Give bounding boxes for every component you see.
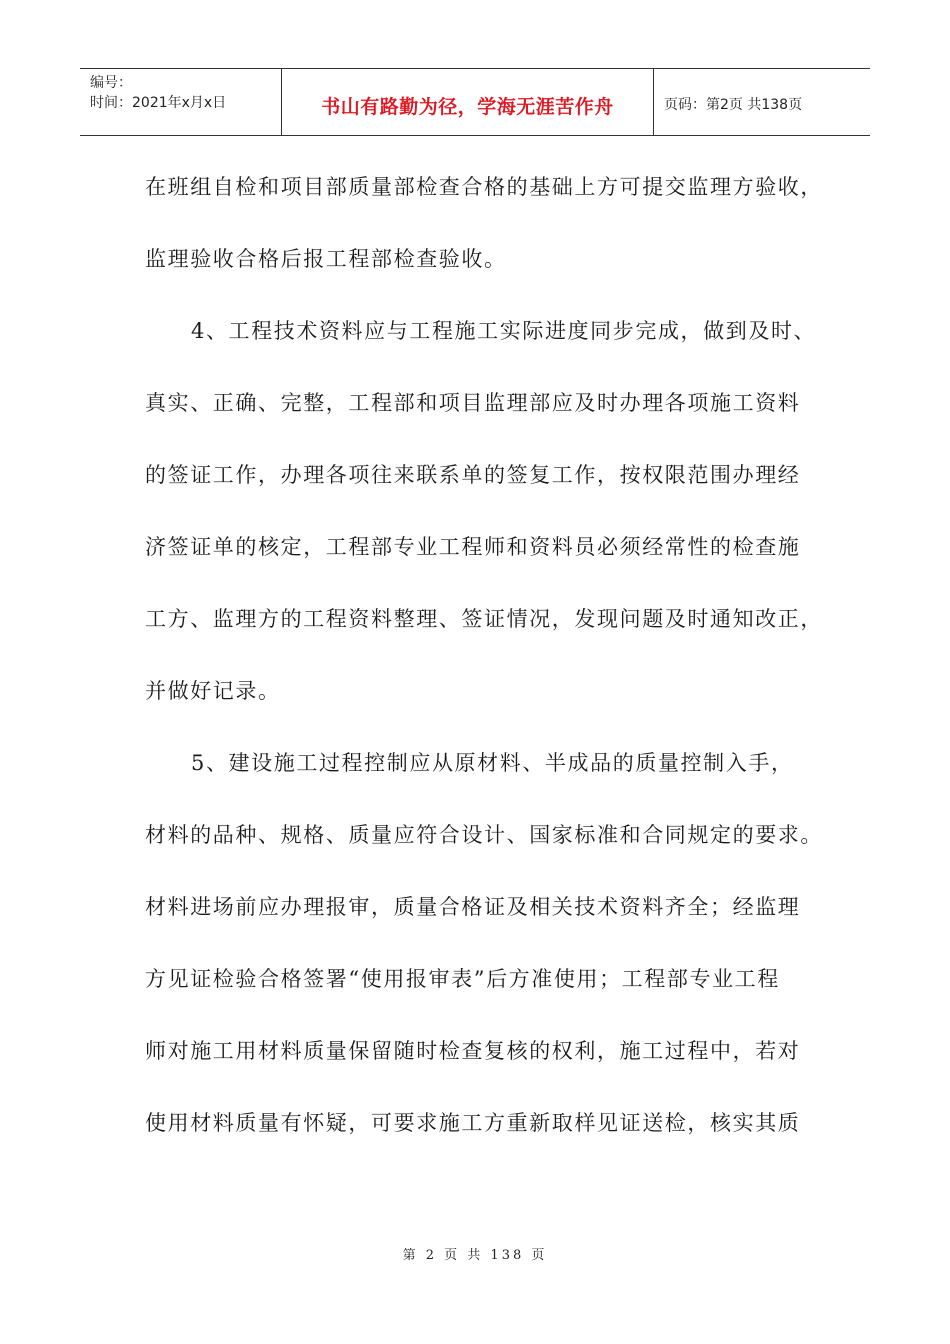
page-header	[80, 68, 870, 136]
document-code-label: 编号：	[90, 75, 132, 91]
page-footer: 第 2 页 共 138 页	[402, 1248, 548, 1263]
body-line: 使用材料质量有怀疑，可要求施工方重新取样见证送检，核实其质	[145, 1111, 801, 1135]
body-line: 在班组自检和项目部质量部检查合格的基础上方可提交监理方验收，	[145, 175, 823, 199]
body-line: 监理验收合格后报工程部检查验收。	[145, 247, 507, 271]
header-meta-cell	[80, 69, 282, 135]
body-line: 材料的品种、规格、质量应符合设计、国家标准和合同规定的要求。	[145, 823, 823, 847]
body-line: 工方、监理方的工程资料整理、签证情况，发现问题及时通知改正，	[145, 607, 823, 631]
body-line: 的签证工作，办理各项往来联系单的签复工作，按权限范围办理经	[145, 463, 801, 487]
document-date: 时间：2021年x月x日	[90, 95, 227, 111]
paragraph-4-start: 4、工程技术资料应与工程施工实际进度同步完成，做到及时、	[191, 319, 817, 343]
body-line: 真实、正确、完整，工程部和项目监理部应及时办理各项施工资料	[145, 391, 801, 415]
body-line: 并做好记录。	[145, 679, 281, 703]
document-body	[145, 164, 835, 1172]
paragraph-5-start: 5、建设施工过程控制应从原材料、半成品的质量控制入手，	[191, 751, 794, 775]
header-motto: 书山有路勤为径，学海无涯苦作舟	[282, 69, 654, 135]
body-line: 方见证检验合格签署“使用报审表”后方准使用；工程部专业工程	[145, 967, 780, 991]
body-line: 材料进场前应办理报审，质量合格证及相关技术资料齐全；经监理	[145, 895, 801, 919]
header-page-info: 页码：第2页 共138页	[664, 97, 803, 113]
body-line: 济签证单的核定，工程部专业工程师和资料员必须经常性的检查施	[145, 535, 801, 559]
body-line: 师对施工用材料质量保留随时检查复核的权利，施工过程中，若对	[145, 1039, 801, 1063]
